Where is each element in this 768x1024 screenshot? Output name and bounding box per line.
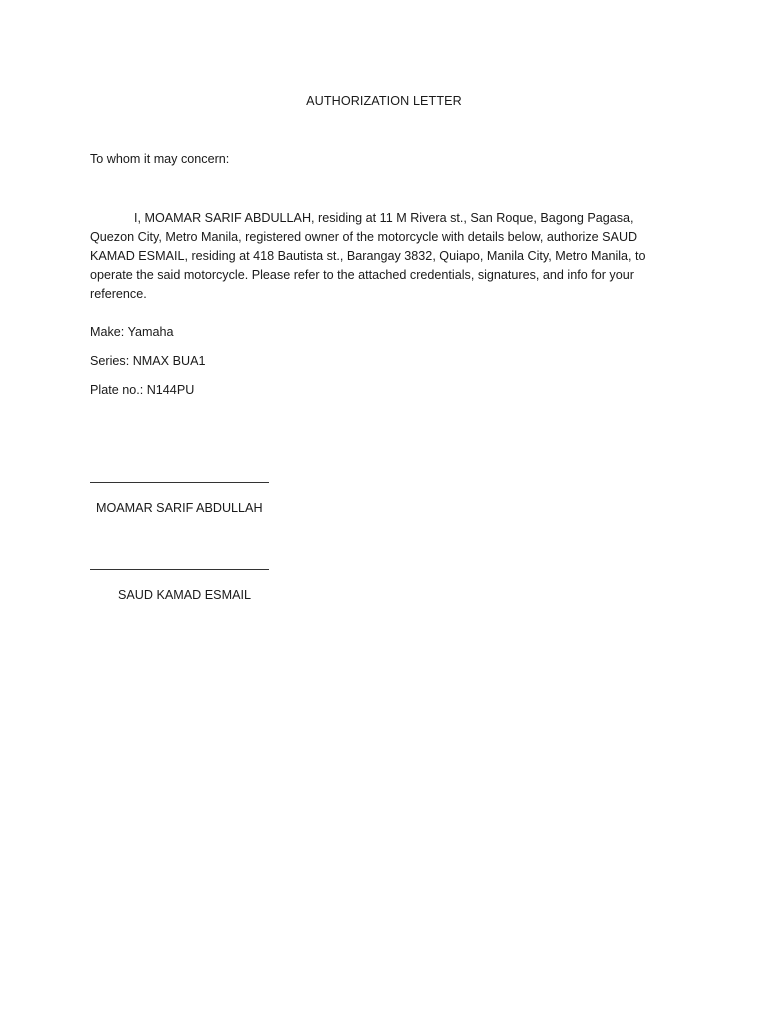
detail-make: Make: Yamaha <box>90 325 174 339</box>
detail-series: Series: NMAX BUA1 <box>90 354 206 368</box>
signatory-name: MOAMAR SARIF ABDULLAH <box>96 501 263 515</box>
signatory-name: SAUD KAMAD ESMAIL <box>118 588 251 602</box>
letter-title: AUTHORIZATION LETTER <box>306 94 462 108</box>
salutation: To whom it may concern: <box>90 152 230 166</box>
body-paragraph: I, MOAMAR SARIF ABDULLAH, residing at 11 M Rivera st., San Roque, Bagong Pagasa, Quezon City, Metro Manila, registered owner of the motorcycle with details below, authorize SAUD KAMAD ESMAIL, residing at 418 Bautista st., Barangay 3832, Quiapo, Manila City, Metro Manila, to operate the said motorcycle. Please refer to the attached credentials, signatures, and info for your reference. <box>90 211 646 301</box>
detail-plate: Plate no.: N144PU <box>90 383 195 397</box>
signature-line <box>90 482 269 483</box>
signature-line <box>90 569 269 570</box>
signature-block-owner <box>90 482 270 515</box>
motorcycle-details <box>90 324 205 411</box>
signature-block-authorized <box>90 569 270 602</box>
